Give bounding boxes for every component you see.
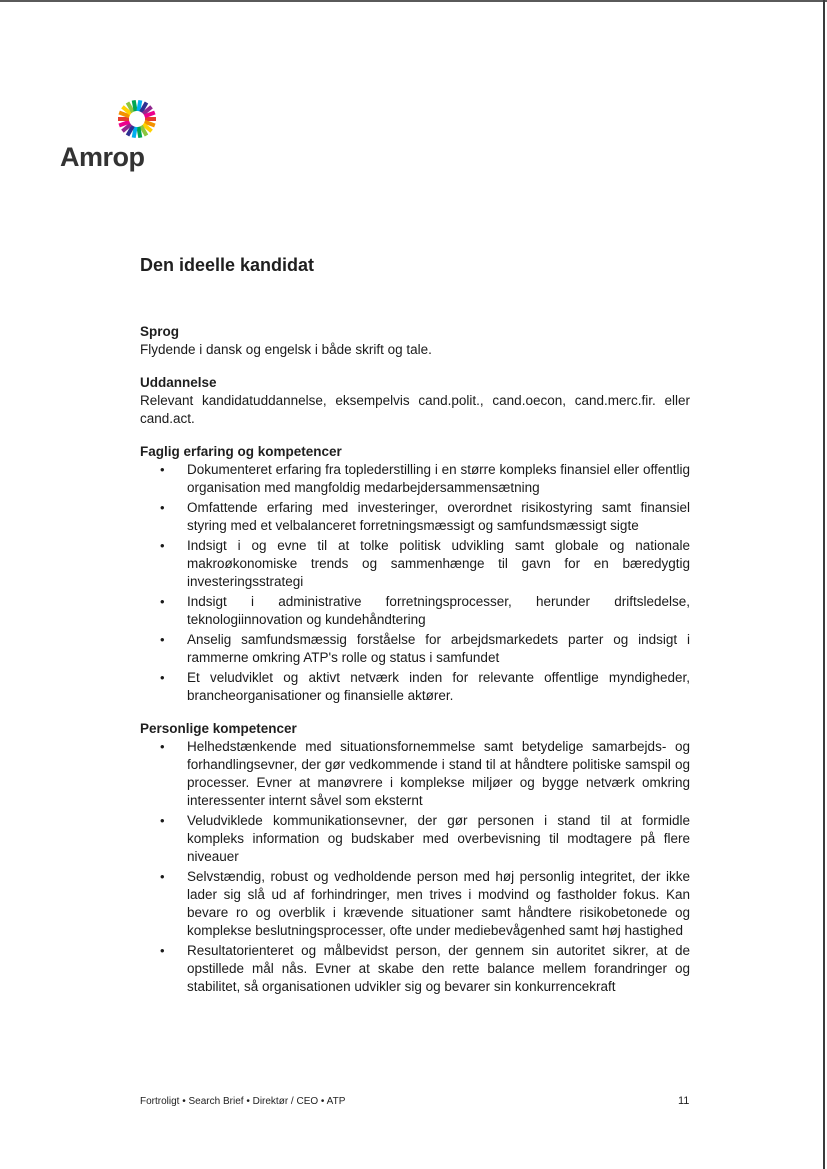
page-number: 11 <box>678 1095 690 1107</box>
list-item <box>140 499 690 535</box>
main-content <box>140 253 690 1011</box>
bullet-icon: • <box>160 500 165 515</box>
list-item <box>140 868 690 940</box>
section-faglig-erfaring <box>140 443 690 705</box>
bullet-icon: • <box>160 943 165 958</box>
bullet-list <box>140 738 690 996</box>
section-heading: Uddannelse <box>140 375 217 390</box>
scan-edge-right <box>823 0 825 1169</box>
section-sprog <box>140 323 690 359</box>
amrop-logo <box>60 96 160 172</box>
list-item <box>140 461 690 497</box>
bullet-icon: • <box>160 594 165 609</box>
section-text: Relevant kandidatuddannelse, eksempelvis cand.polit., cand.oecon, cand.merc.fir. eller cand.act. <box>140 393 690 426</box>
list-item <box>140 631 690 667</box>
bullet-icon: • <box>160 632 165 647</box>
bullet-icon: • <box>160 739 165 754</box>
page-title: Den ideelle kandidat <box>140 255 315 275</box>
bullet-icon: • <box>160 670 165 685</box>
section-personlige-kompetencer <box>140 720 690 996</box>
list-item <box>140 738 690 810</box>
list-item-text: Selvstændig, robust og vedholdende person med høj personlig integritet, der ikke lader sig slå ud af forhindringer, men trives i modvind og fastholder fokus. Kan bevare ro og overblik i krævende situationer samt håndtere risikobetonede og komplekse beslutningsprocesser, ofte under mediebevågenhed samt høj hastighed <box>187 869 690 938</box>
bullet-icon: • <box>160 813 165 828</box>
bullet-icon: • <box>160 462 165 477</box>
list-item-text: Resultatorienteret og målbevidst person, der gennem sin autoritet sikrer, at de opstillede mål nås. Evner at skabe den rette balance mellem forandringer og stabilitet, så organisationen udvikler sig og bevarer sin konkurrencekraft <box>187 943 690 994</box>
list-item-text: Helhedstænkende med situationsfornemmelse samt betydelige samarbejds- og forhandlingsevner, der gør vedkommende i stand til at håndtere politiske samspil og processer. Evner at manøvrere i komplekse miljøer og bygge netværk omkring interessenter internt såvel som eksternt <box>187 739 690 808</box>
list-item <box>140 593 690 629</box>
section-heading: Personlige kompetencer <box>140 721 297 736</box>
section-heading: Sprog <box>140 324 179 339</box>
section-heading: Faglig erfaring og kompetencer <box>140 444 342 459</box>
list-item-text: Dokumenteret erfaring fra toplederstilling i en større kompleks finansiel eller offentlig organisation med mangfoldig medarbejdersammensætning <box>187 462 690 495</box>
bullet-icon: • <box>160 538 165 553</box>
list-item-text: Omfattende erfaring med investeringer, overordnet risikostyring samt finansiel styring med et velbalanceret forretningsmæssigt og samfundsmæssigt sigte <box>187 500 690 533</box>
list-item-text: Et veludviklet og aktivt netværk inden for relevante offentlige myndigheder, brancheorganisationer og finansielle aktører. <box>187 670 690 703</box>
section-text: Flydende i dansk og engelsk i både skrift og tale. <box>140 342 432 357</box>
footer-confidential: Fortroligt • Search Brief • Direktør / CEO • ATP <box>140 1096 346 1107</box>
list-item-text: Indsigt i administrative forretningsprocesser, herunder driftsledelse, teknologiinnovation og kundehåndtering <box>187 594 690 627</box>
amrop-starburst-icon <box>114 96 160 142</box>
bullet-list <box>140 461 690 705</box>
bullet-icon: • <box>160 869 165 884</box>
list-item <box>140 669 690 705</box>
logo-text: Amrop <box>60 142 145 172</box>
list-item <box>140 537 690 591</box>
list-item-text: Veludviklede kommunikationsevner, der gør personen i stand til at formidle kompleks information og budskaber med overbevisning til modtagere på flere niveauer <box>187 813 690 864</box>
list-item <box>140 942 690 996</box>
list-item <box>140 812 690 866</box>
section-uddannelse <box>140 374 690 428</box>
scan-edge-top <box>0 0 827 2</box>
list-item-text: Indsigt i og evne til at tolke politisk udvikling samt globale og nationale makroøkonomiske trends og sammenhænge til gavn for en bæredygtig investeringsstrategi <box>187 538 690 589</box>
list-item-text: Anselig samfundsmæssig forståelse for arbejdsmarkedets parter og indsigt i rammerne omkring ATP's rolle og status i samfundet <box>187 632 690 665</box>
